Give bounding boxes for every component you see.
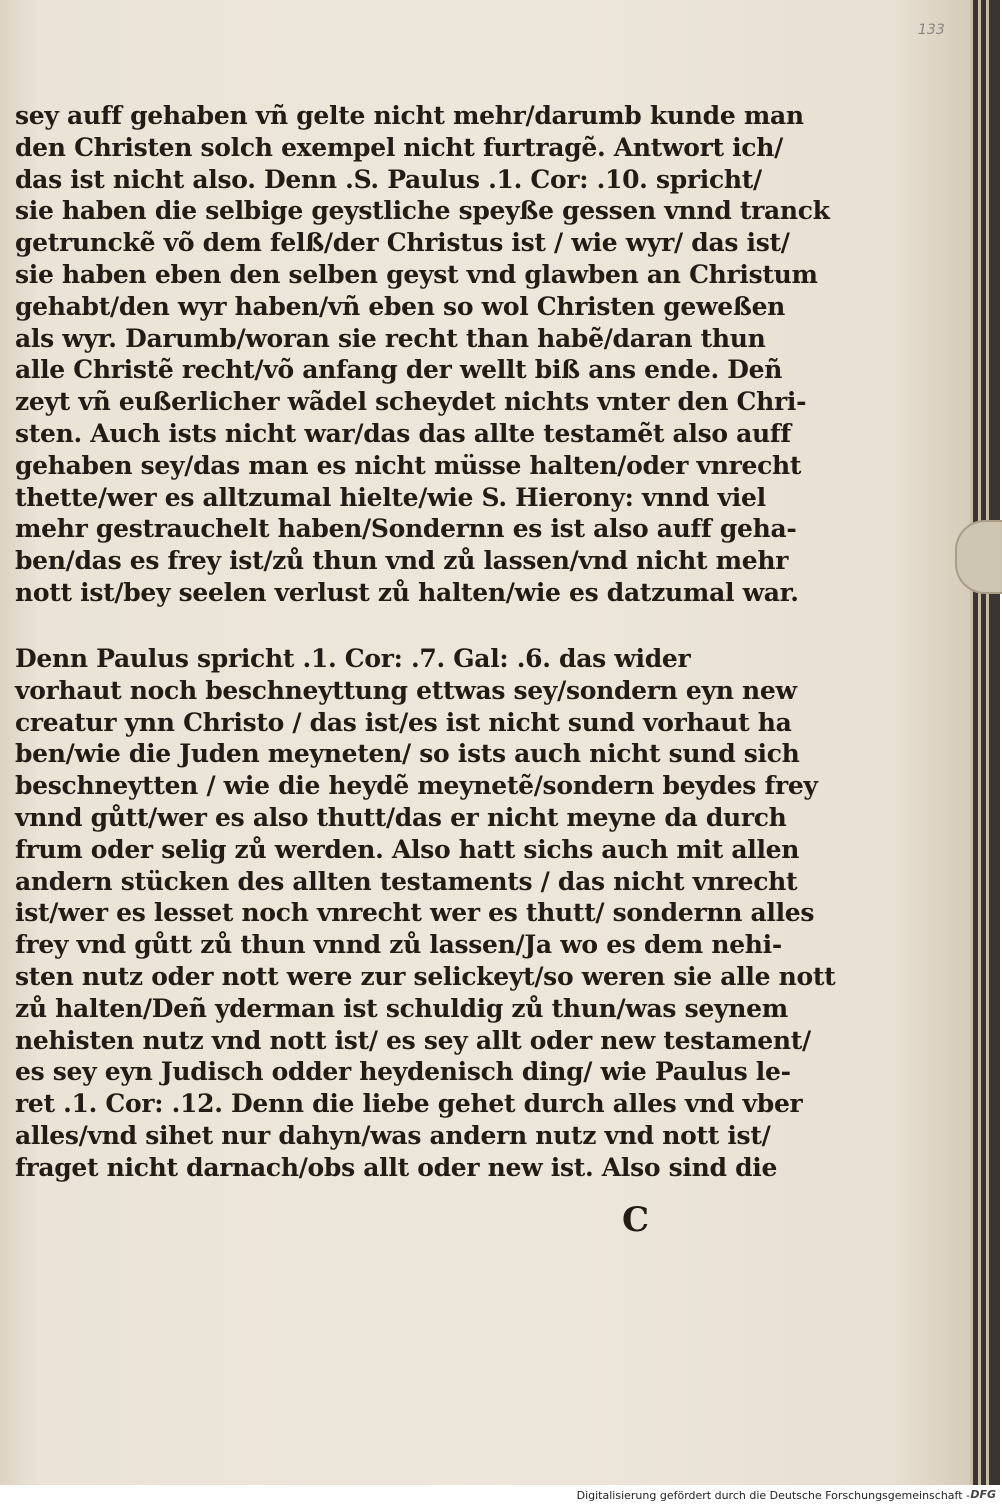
- text-line: das ist nicht also. Denn .S. Paulus .1. Cor: .10. spricht/: [15, 164, 762, 194]
- text-line: getrunckẽ võ dem felß/der Christus ist / wie wyr/ das ist/: [15, 228, 790, 258]
- text-line: gehabt/den wyr haben/vñ eben so wol Christen geweßen: [15, 291, 786, 321]
- text-line: vorhaut noch beschneyttung ettwas sey/sondern eyn new: [15, 675, 797, 705]
- text-line: vnnd gůtt/wer es also thutt/das er nicht meyne da durch: [15, 802, 787, 832]
- text-line: nott ist/bey seelen verlust zů halten/wie es datzumal war.: [15, 577, 799, 607]
- page-edge: [986, 0, 989, 1485]
- text-line: frey vnd gůtt zů thun vnnd zů lassen/Ja wo es dem nehi-: [15, 930, 782, 960]
- text-line: es sey eyn Judisch odder heydenisch ding/ wie Paulus le-: [15, 1057, 791, 1087]
- signature-mark: C: [622, 1200, 650, 1240]
- text-line: gehaben sey/das man es nicht müsse halten/oder vnrecht: [15, 450, 802, 480]
- text-line: den Christen solch exempel nicht furtragẽ. Antwort ich/: [15, 132, 783, 162]
- text-line: sey auff gehaben vñ gelte nicht mehr/darumb kunde man: [15, 101, 804, 130]
- text-line: beschneytten / wie die heydẽ meynetẽ/sondern beydes frey: [15, 771, 818, 801]
- text-line: mehr gestrauchelt haben/Sondernn es ist also auff geha-: [15, 514, 797, 544]
- page-edge: [978, 0, 981, 1485]
- text-line: sie haben eben den selben geyst vnd glawben an Christum: [15, 259, 818, 289]
- text-line: zeyt vñ eußerlicher wãdel scheydet nichts vnter den Chri-: [15, 387, 807, 417]
- text-line: nehisten nutz vnd nott ist/ es sey allt oder new testament/: [15, 1025, 811, 1055]
- text-line: ist/wer es lesset noch vnrecht wer es thutt/ sondernn alles: [15, 898, 815, 928]
- text-line: ret .1. Cor: .12. Denn die liebe gehet durch alles vnd vber: [15, 1089, 803, 1119]
- text-line: thette/wer es alltzumal hielte/wie S. Hierony: vnnd viel: [15, 482, 766, 512]
- footer-bar: [0, 1485, 1000, 1507]
- dfg-logo: DFG: [970, 1488, 996, 1501]
- text-line: Denn Paulus spricht .1. Cor: .7. Gal: .6. das wider: [15, 644, 691, 673]
- text-line: sten. Auch ists nicht war/das das allte testamẽt also auff: [15, 418, 791, 448]
- text-line: sie haben die selbige geystliche speyße gessen vnnd tranck: [15, 196, 830, 226]
- text-line: ben/wie die Juden meyneten/ so ists auch nicht sund sich: [15, 739, 800, 769]
- text-line: frum oder selig zů werden. Also hatt sichs auch mit allen: [15, 834, 800, 864]
- text-line: andern stücken des allten testaments / das nicht vnrecht: [15, 866, 798, 896]
- paragraph-1: [15, 100, 830, 609]
- page-edge: [970, 0, 973, 1485]
- text-line: zů halten/Deñ yderman ist schuldig zů thun/was seynem: [15, 993, 788, 1023]
- page-tab-marker: [955, 520, 1002, 594]
- folio-number: 133: [918, 22, 945, 38]
- text-line: alles/vnd sihet nur dahyn/was andern nutz vnd nott ist/: [15, 1120, 771, 1150]
- paragraph-2: [15, 643, 836, 1184]
- text-line: alle Christẽ recht/võ anfang der wellt biß ans ende. Deñ: [15, 355, 783, 385]
- text-line: ben/das es frey ist/zů thun vnd zů lassen/vnd nicht mehr: [15, 546, 789, 576]
- text-line: als wyr. Darumb/woran sie recht than habẽ/daran thun: [15, 323, 766, 353]
- text-line: fraget nicht darnach/obs allt oder new ist. Also sind die: [15, 1152, 778, 1182]
- footer-credit: Digitalisierung gefördert durch die Deutsche Forschungsgemeinschaft -: [576, 1489, 970, 1502]
- text-line: sten nutz oder nott were zur selickeyt/so weren sie alle nott: [15, 961, 836, 991]
- text-line: creatur ynn Christo / das ist/es ist nicht sund vorhaut ha: [15, 707, 792, 737]
